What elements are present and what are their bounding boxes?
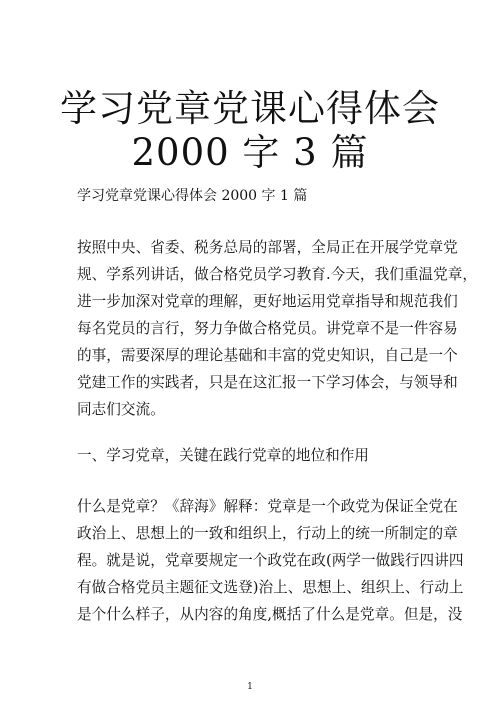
- section-heading: 一、学习党章，关键在践行党章的地位和作用: [77, 447, 369, 464]
- paragraph-line: 每名党员的言行，努力争做合格党员。讲党章不是一件容易: [77, 320, 458, 337]
- paragraph-line: 的事，需要深厚的理论基础和丰富的党史知识，自己是一个: [77, 347, 458, 364]
- paragraph-line: 进一步加深对党章的理解，更好地运用党章指导和规范我们: [77, 293, 458, 310]
- page-number: 1: [247, 682, 253, 692]
- paragraph-line: 同志们交流。: [77, 401, 165, 418]
- document-title-line-1: 学习党章党课心得体会: [60, 87, 440, 130]
- paragraph-line: 有做合格党员主题征文选登)治上、思想上、组织上、行动上: [77, 579, 464, 596]
- paragraph-line: 政治上、思想上的一致和组织上，行动上的统一所制定的章: [77, 525, 458, 542]
- paragraph-line: 规、学系列讲话，做合格党员学习教育.今天，我们重温党章，: [77, 266, 478, 283]
- paragraph-line: 是个什么样子，从内容的角度,概括了什么是党章。但是，没: [77, 606, 463, 623]
- paragraph-what-is-party-constitution: [77, 493, 464, 628]
- paragraph-line: 按照中央、省委、税务总局的部署，全局正在开展学党章党: [77, 239, 458, 256]
- paragraph-intro: [77, 234, 478, 423]
- document-title-line-2: 2000 字 3 篇: [131, 131, 369, 174]
- paragraph-line: 什么是党章？《辞海》解释：党章是一个政党为保证全党在: [77, 498, 458, 515]
- paragraph-line: 程。就是说，党章要规定一个政党在政(两学一做践行四讲四: [77, 552, 464, 569]
- document-subtitle: 学习党章党课心得体会 2000 字 1 篇: [77, 188, 308, 204]
- paragraph-line: 党建工作的实践者，只是在这汇报一下学习体会，与领导和: [77, 374, 458, 391]
